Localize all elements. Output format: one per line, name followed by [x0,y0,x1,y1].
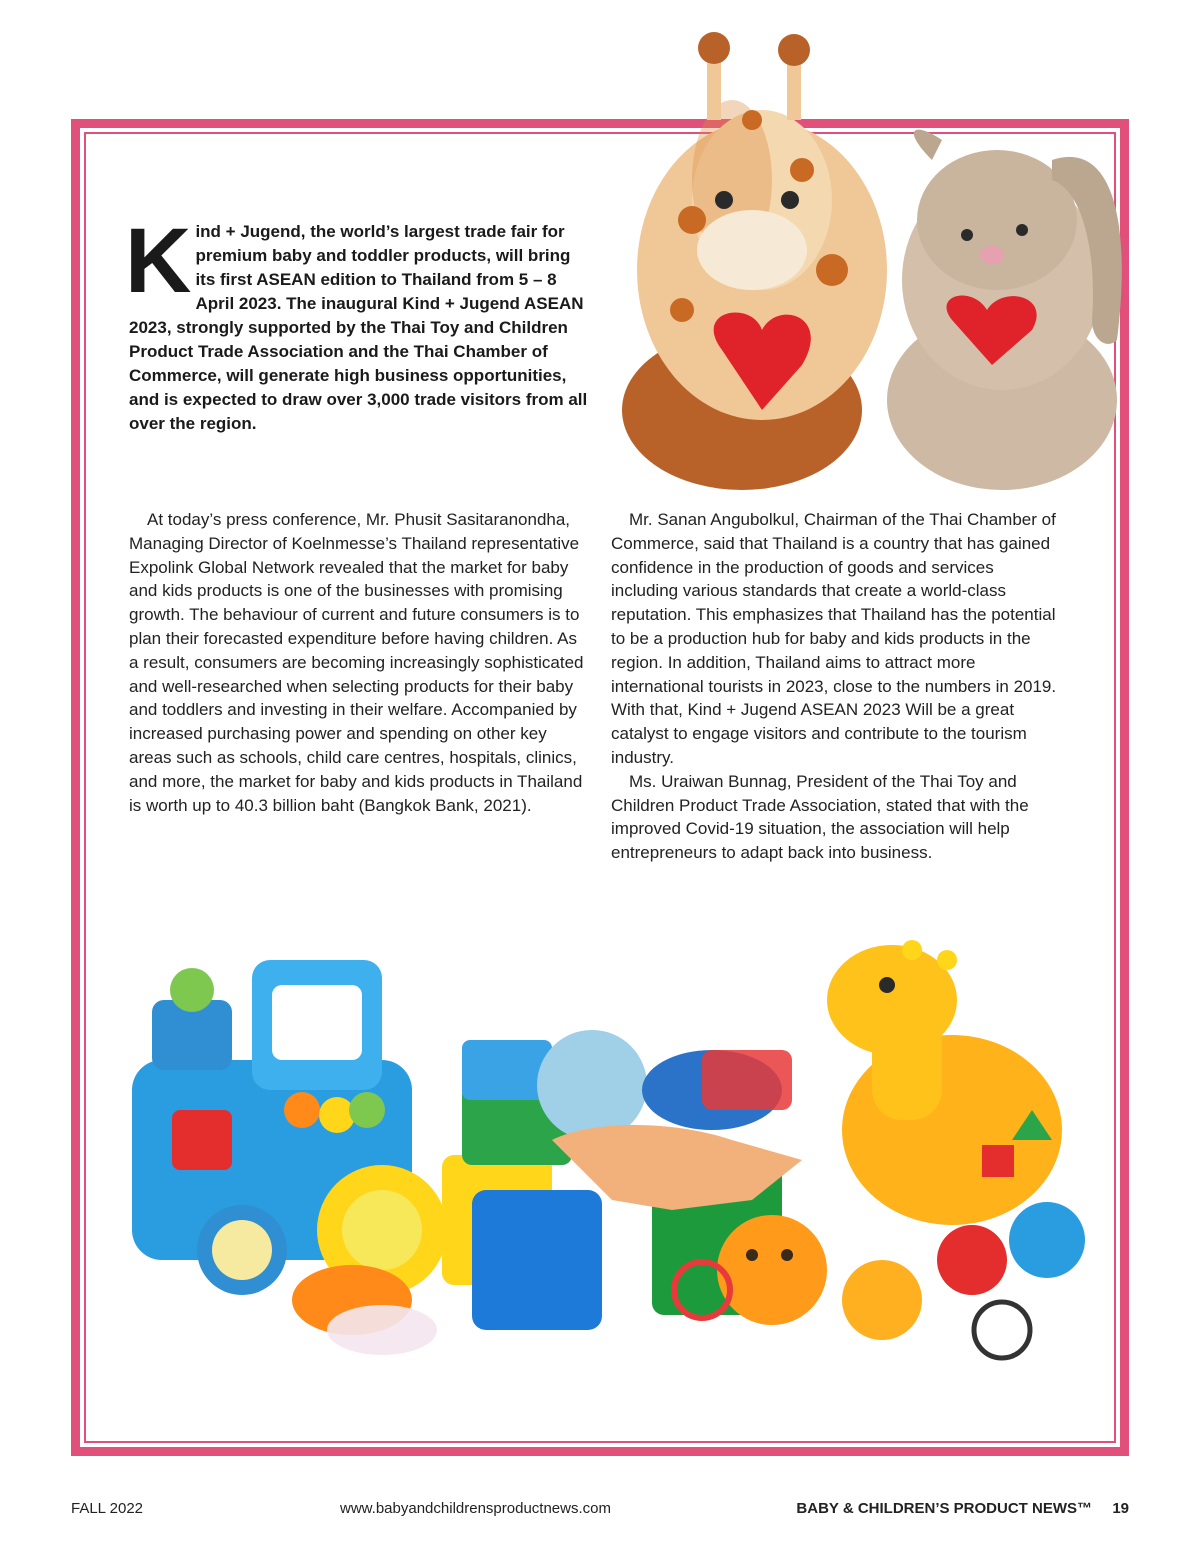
lead-text: ind + Jugend, the world’s largest trade fair for premium baby and toddler products, will bring its first ASEAN edition to Thailand from 5 – 8 April 2023. The inaugural Kind + Jugend ASEAN 2023, strongly supported by the Thai Toy and Children Product Trade Association and the Thai Chamber of Commerce, will generate high business opportunities, and is expected to draw over 3,000 trade visitors from all over the region. [129,222,588,433]
body-paragraph: Ms. Uraiwan Bunnag, President of the Thai Toy and Children Product Trade Association, stated that with the improved Covid-19 situation, the association will help entrepreneurs to adapt back into business. [611,771,1029,863]
drop-cap: K [125,210,192,312]
page-footer [0,1500,1200,1524]
lead-paragraph [125,210,589,436]
page-number: 19 [1112,1500,1129,1517]
plush-giraffe [622,32,887,490]
body-paragraph: At today’s press conference, Mr. Phusit Sasitaranondha, Managing Director of Koelnmesse’s Thailand representative Expolink Global Network revealed that the market for baby and kids products is one of the businesses with promising growth. The behaviour of current and future consumers is to plan their forecasted expenditure before having children. As a result, consumers are becoming increasingly sophisticated and well-researched when selecting products for their baby and toddlers and investing in their welfare. Accompanied by increased purchasing power and spending on other key areas such as schools, child care centres, hospitals, clinics, and more, the market for baby and kids products in Thailand is worth up to 40.3 billion baht (Bangkok Bank, 2021). [129,510,584,815]
body-paragraph: Mr. Sanan Angubolkul, Chairman of the Thai Chamber of Commerce, said that Thailand is a country that has gained confidence in the production of goods and services including various standards that create a world-class reputation. This emphasizes that Thailand has the potential to be a production hub for baby and kids products in the region. In addition, Thailand aims to attract more international tourists in 2023, close to the numbers in 2019. With that, Kind + Jugend ASEAN 2023 Will be a great catalyst to engage visitors and contribute to the tourism industry. [611,510,1057,767]
baby-toys-photo [112,910,1090,1380]
body-column-left [129,508,589,817]
issue-season: FALL 2022 [71,1500,144,1517]
publication-name: BABY & CHILDREN’S PRODUCT NEWS™ [796,1500,1092,1517]
website-url[interactable]: www.babyandchildrensproductnews.com [340,1500,611,1517]
toy-giraffe [827,940,1085,1295]
body-column-right [611,508,1061,865]
plush-toys-photo [612,20,1137,500]
toy-train [132,960,447,1295]
toy-monkey [717,1215,827,1325]
plush-bunny [887,130,1122,490]
